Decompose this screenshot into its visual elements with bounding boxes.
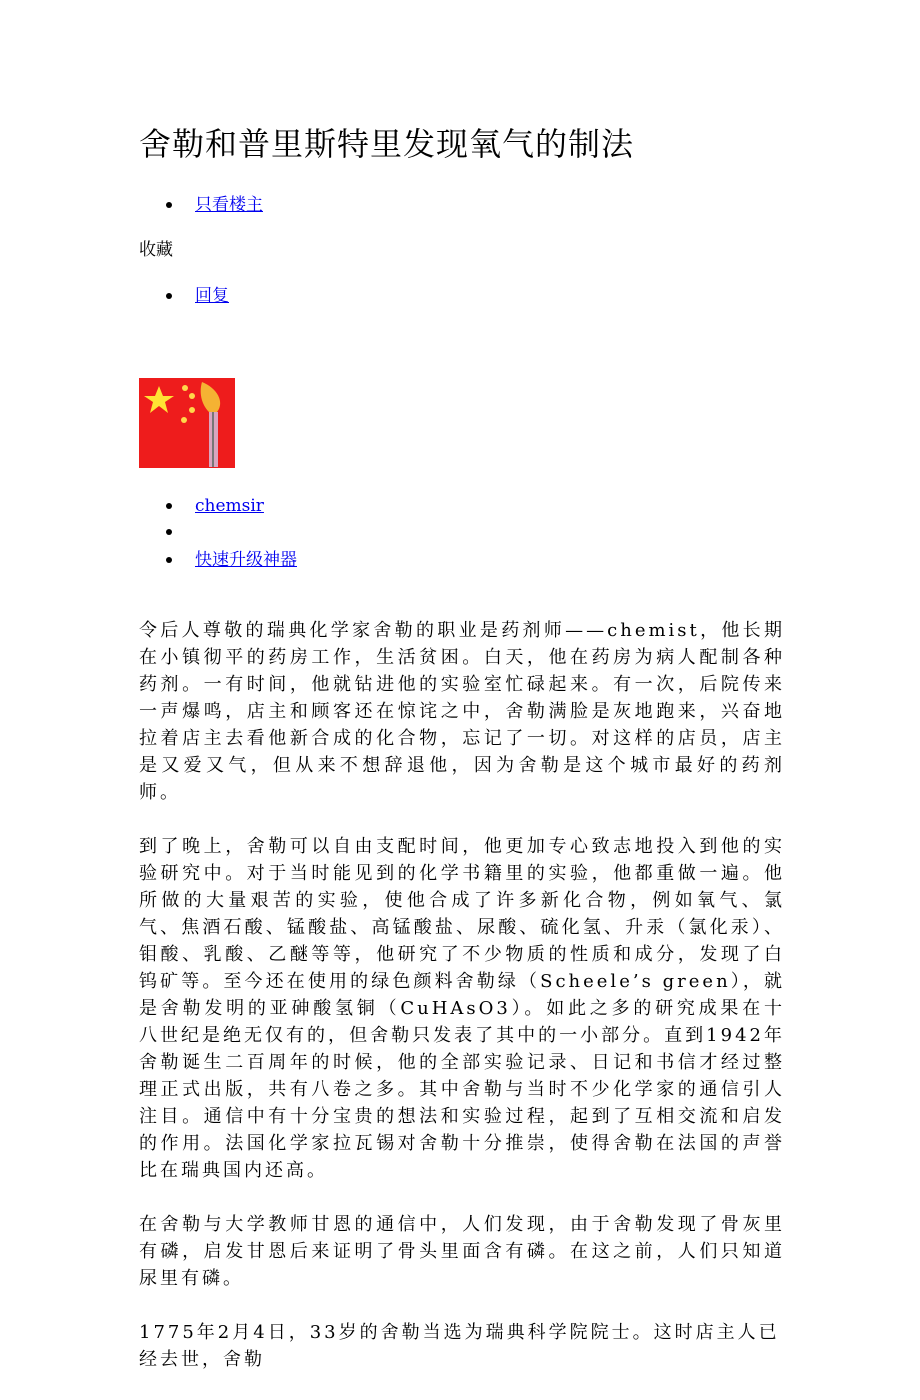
paragraph: 1775年2月4日，33岁的舍勒当选为瑞典科学院院士。这时店主人已经去世，舍勒 bbox=[139, 1322, 780, 1370]
paragraph: 令后人尊敬的瑞典化学家舍勒的职业是药剂师——chemist，他长期在小镇彻平的药房工作，生活贫困。白天，他在药房为病人配制各种药剂。一有时间，他就钻进他的实验室忙碌起来。有一次，后院传来一声爆鸣，店主和顾客还在惊诧之中，舍勒满脸是灰地跑来，兴奋地拉着店主去看他新合成的化合物，忘记了一切。对这样的店员，店主是又爱又气，但从来不想辞退他，因为舍勒是这个城市最好的药剂师。 bbox=[139, 620, 785, 803]
bullet-icon bbox=[166, 557, 172, 563]
favorite-label[interactable]: 收藏 bbox=[139, 240, 173, 260]
bullet-icon bbox=[166, 529, 172, 535]
reply-link[interactable]: 回复 bbox=[195, 286, 229, 306]
username-link[interactable]: chemsir bbox=[195, 496, 264, 516]
paragraph: 到了晚上，舍勒可以自由支配时间，他更加专心致志地投入到他的实验研究中。对于当时能见到的化学书籍里的实验，他都重做一遍。他所做的大量艰苦的实验，使他合成了许多新化合物，例如氧气、氯气、焦酒石酸、锰酸盐、高锰酸盐、尿酸、硫化氢、升汞（氯化汞）、钼酸、乳酸、乙醚等等，他研究了不少物质的性质和成分，发现了白钨矿等。至今还在使用的绿色颜料舍勒绿（Scheele’s green），就是舍勒发明的亚砷酸氢铜（CuHAsO3）。如此之多的研究成果在十八世纪是绝无仅有的，但舍勒只发表了其中的一小部分。直到1942年舍勒诞生二百周年的时候，他的全部实验记录、日记和书信才经过整理正式出版，共有八卷之多。其中舍勒与当时不少化学家的通信引人注目。通信中有十分宝贵的想法和实验过程，起到了互相交流和启发的作用。法国化学家拉瓦锡对舍勒十分推崇，使得舍勒在法国的声誉比在瑞典国内还高。 bbox=[139, 836, 785, 1181]
user-avatar[interactable] bbox=[139, 378, 235, 468]
bullet-icon bbox=[166, 202, 172, 208]
bullet-icon bbox=[166, 503, 172, 509]
bullet-icon bbox=[166, 293, 172, 299]
page-title: 舍勒和普里斯特里发现氧气的制法 bbox=[139, 125, 635, 163]
article-body bbox=[139, 617, 785, 1400]
paragraph: 在舍勒与大学教师甘恩的通信中，人们发现，由于舍勒发现了骨灰里有磷，启发甘恩后来证明了骨头里面含有磷。在这之前，人们只知道尿里有磷。 bbox=[139, 1214, 785, 1289]
upgrade-link[interactable]: 快速升级神器 bbox=[195, 550, 297, 570]
only-op-link[interactable]: 只看楼主 bbox=[195, 195, 263, 215]
